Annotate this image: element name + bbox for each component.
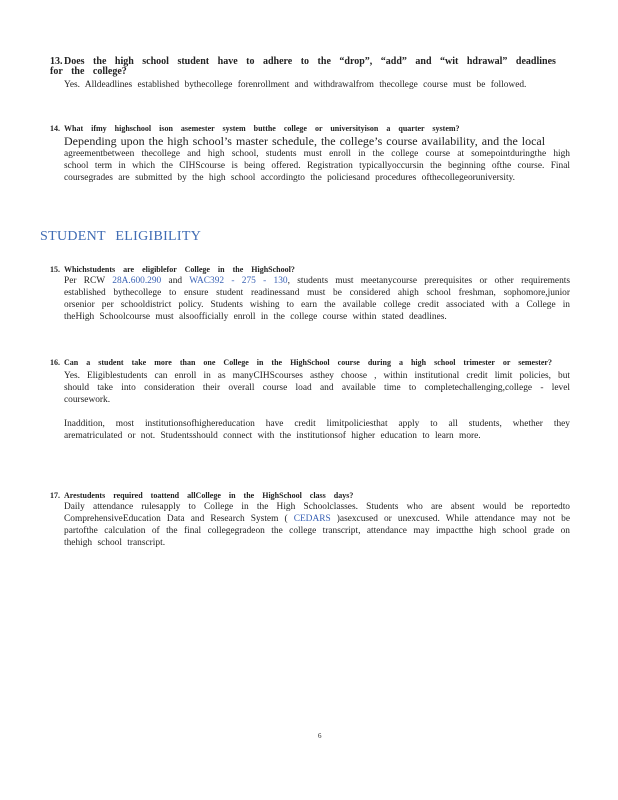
question-heading: [50, 57, 570, 77]
section-title: STUDENT ELIGIBILITY: [40, 229, 202, 244]
question-number: 16.: [50, 358, 60, 367]
question-heading: [50, 491, 570, 501]
answer-paragraph: Yes. Alldeadlines established bythecollege forenrollment and withdrawalfrom thecollege course must be followed.: [64, 80, 527, 90]
question-number: 17.: [50, 491, 60, 500]
cedars-link[interactable]: CEDARS: [293, 514, 331, 524]
answer-paragraph: Inaddition, most institutionsofhighereducation have credit limitpoliciesthat apply to all students, whether they arematriculated or not. Studentsshould connect with the institutionsof higher education to learn more.: [64, 419, 570, 441]
question-text: What ifmy highschool ison asemester system butthe college or universityison a quarter system?: [64, 124, 460, 133]
rcw-link[interactable]: 28A.600.290: [112, 276, 162, 286]
answer-text: [64, 370, 570, 442]
question-text: Does the high school student have to adhere to the “drop”, “add” and “wit hdrawal” deadlines for the college?: [50, 56, 556, 77]
page-number: 6: [318, 732, 322, 740]
answer-lead: Depending upon the high school’s master schedule, the college’s course availability, and the local: [64, 134, 546, 148]
question-number: 15.: [50, 265, 60, 274]
answer-paragraph: Yes. Eligiblestudents can enroll in as manyCIHScourses asthey choose , within institutional credit limit policies, but should take into consideration their overall course load and available time to completechallenging,college - level coursework.: [64, 371, 570, 405]
answer-body: )asexcused or unexcused. While attendance may not be partofthe calculation of the final collegegradeon the college transcript, attendance may impactthe high school grade on thehigh school transcript.: [64, 514, 571, 548]
answer-text: [64, 134, 570, 184]
faq-item-17: [50, 491, 570, 549]
question-heading: [50, 124, 570, 134]
faq-item-14: [50, 124, 570, 184]
answer-paragraph: [64, 501, 570, 549]
answer-body: , students must meetanycourse prerequisites or other requirements established bythecollege to ensure student readinessand must be considered ahigh school freshman, sophomore,junior orsenior per schooldistrict policy. Students wishing to earn the available college credit associated with a College in theHigh Schoolcourse must alsoofficially enroll in the college course within stated deadlines.: [64, 276, 571, 322]
question-heading: [50, 265, 570, 275]
faq-item-15: [50, 265, 570, 323]
wac-link[interactable]: WAC392 - 275 - 130: [189, 276, 288, 286]
question-number: 13.: [50, 56, 63, 67]
question-number: 14.: [50, 124, 60, 133]
answer-text: [64, 275, 570, 323]
faq-item-13: [50, 57, 570, 91]
answer-paragraph: [64, 275, 570, 323]
answer-connector: and: [168, 276, 183, 286]
answer-text: [64, 79, 570, 91]
question-heading: [50, 358, 570, 368]
answer-prefix: Per RCW: [64, 276, 105, 286]
answer-text: [64, 501, 570, 549]
question-text: Whichstudents are eligiblefor College in the HighSchool?: [64, 265, 295, 274]
answer-prefix: Daily attendance rulesapply to College in the High Schoolclasses. Students who are absent would be reportedto ComprehensiveEducation Data and Research System (: [64, 502, 570, 524]
question-text: Arestudents required toattend allCollege in the HighSchool class days?: [64, 491, 354, 500]
faq-item-16: [50, 358, 570, 442]
question-text: Can a student take more than one College in the HighSchool course during a high school trimester or semester?: [64, 358, 552, 367]
answer-paragraph: agreementbetween thecollege and high school, students must enroll in the college course at somepointduringthe high school term in which the CIHScourse is being offered. Registration typicallyoccursin the beginning ofthe course. Final coursegrades are submitted by the high school accordingto the policiesand procedures ofthecollegeoruniversity.: [64, 149, 570, 183]
